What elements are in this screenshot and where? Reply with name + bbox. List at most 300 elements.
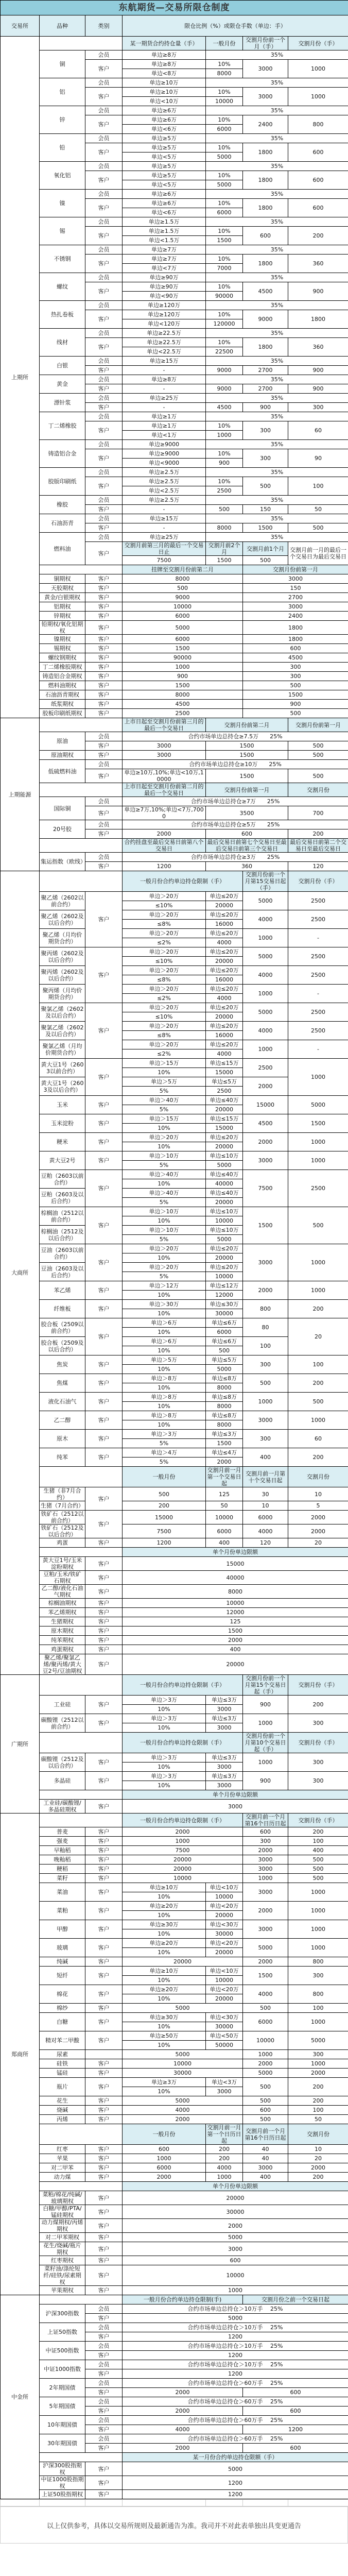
table-cell: 客户: [85, 1393, 123, 1411]
column-header: 一般月份: [123, 2124, 206, 2145]
table-cell: 黄大豆2号: [40, 1151, 85, 1170]
table-row: [1, 2416, 348, 2425]
table-cell: 4000: [243, 1022, 288, 1040]
table-cell: 35%: [206, 106, 348, 115]
table-cell: 豆油（2603及以后合约）: [40, 1263, 85, 1281]
table-cell: 5000: [243, 1939, 288, 1957]
table-cell: 豆粕/玉米/铁矿石期权: [40, 1571, 85, 1585]
table-row: [1, 1626, 348, 1636]
table-row: [1, 1753, 348, 1762]
table-cell: 锌期权: [40, 612, 85, 621]
table-cell: 360: [288, 255, 348, 273]
table-cell: 客户: [85, 2476, 123, 2490]
table-cell: 10%: [123, 1948, 206, 1957]
table-cell: 5年期国债: [40, 2397, 85, 2416]
table-cell: 单边≥15万: [123, 514, 206, 523]
table-cell: 20000: [206, 1198, 243, 1207]
table-cell: 1200: [123, 2351, 348, 2360]
table-cell: 单边≤15万: [206, 1059, 243, 1068]
table-cell: 22500: [206, 347, 243, 357]
table-cell: 单边≥15万: [123, 357, 206, 366]
table-cell: [40, 1548, 123, 1557]
table-cell: 石油沥青: [40, 514, 85, 533]
table-cell: 1800: [243, 635, 348, 644]
table-cell: 客户: [85, 1374, 123, 1393]
table-cell: 单边≥5万: [123, 171, 206, 180]
table-cell: ≤2%: [123, 994, 206, 1003]
table-cell: 棕榈油（2512及以后合约）: [40, 1226, 85, 1244]
table-cell: 会员: [85, 273, 123, 282]
table-row: [1, 1022, 348, 1031]
table-cell: 1200: [123, 862, 206, 871]
table-cell: 20: [288, 1538, 348, 1548]
table-row: [1, 732, 348, 741]
table-cell: 4000: [123, 2425, 243, 2434]
table-cell: 35%: [206, 357, 348, 366]
table-cell: 客户: [85, 1003, 123, 1059]
table-cell: 500: [288, 741, 348, 751]
table-row: [1, 690, 348, 700]
table-cell: 1000: [123, 2154, 206, 2163]
table-cell: 900: [243, 1696, 288, 1714]
table-cell: 1500: [123, 1626, 348, 1636]
table-cell: 10%: [206, 338, 243, 347]
table-cell: 单边≤15万: [206, 1114, 243, 1124]
column-header: 交割月份前一个月（手）: [243, 37, 288, 50]
table-cell: 1500: [123, 644, 243, 653]
table-cell: 800: [243, 1300, 288, 1318]
table-cell: -: [288, 1040, 348, 1059]
table-cell: 单边≥7万: [123, 245, 206, 255]
table-cell: 客户: [85, 2219, 123, 2233]
table-cell: 合约市场单边总持仓≥10万 25%: [123, 760, 348, 769]
table-cell: 单边≤20万: [206, 966, 243, 975]
table-cell: 10%: [123, 1179, 206, 1189]
table-cell: 400: [123, 1645, 348, 1654]
table-cell: 单边<20万: [206, 1902, 243, 1911]
table-cell: 4000: [243, 1985, 288, 2004]
table-cell: 单边<10万: [123, 97, 206, 106]
table-cell: 单边≥10万: [123, 88, 206, 97]
table-cell: 单边＞20万: [123, 1263, 206, 1272]
table-cell: 客户: [85, 2145, 123, 2154]
table-cell: 会员: [85, 2416, 123, 2425]
column-header: 上市日起至交割月份前第二月的最后一个交易日: [123, 783, 206, 797]
table-cell: 2000: [123, 1827, 243, 1837]
table-cell: 2000: [123, 829, 206, 839]
table-cell: 6000: [206, 1524, 243, 1538]
table-cell: 600: [243, 2444, 348, 2453]
table-cell: 2500: [206, 486, 243, 496]
table-cell: 早籼稻: [40, 1846, 85, 1855]
table-cell: 35%: [206, 329, 348, 338]
table-row: [1, 2106, 348, 2115]
table-cell: 单边≤5万: [206, 1077, 243, 1087]
table-cell: 2500: [123, 709, 243, 718]
table-cell: 500: [243, 2096, 288, 2106]
table-cell: 10%: [123, 1892, 206, 1902]
table-cell: 1800: [243, 143, 288, 162]
table-cell: 900: [206, 459, 243, 468]
table-cell: ≤8%: [123, 1031, 206, 1040]
table-row: [1, 1411, 348, 1420]
table-cell: 合约市场单边总持仓≥7万 25%: [123, 797, 348, 806]
table-cell: 胶合板（2509以前合约）: [40, 1318, 85, 1337]
table-cell: 10%: [123, 1976, 206, 1985]
column-header: 单个月份单边限额: [123, 2182, 348, 2191]
table-cell: 单边≤4万: [206, 1448, 243, 1458]
table-cell: 单边≥1.5万: [123, 227, 206, 236]
table-cell: 线材: [40, 329, 85, 357]
table-cell: 3000: [243, 2163, 288, 2173]
table-cell: 1200: [123, 2490, 348, 2499]
table-cell: 苯乙烯: [40, 1281, 85, 1300]
table-cell: 15000: [123, 1511, 206, 1524]
table-cell: 10%: [123, 1291, 206, 1300]
table-cell: 客户: [85, 1114, 123, 1133]
table-row: [1, 1114, 348, 1124]
table-cell: 1000: [288, 1133, 348, 1151]
table-row: [1, 468, 348, 477]
table-cell: 强麦: [40, 1837, 85, 1846]
table-cell: 螺纹: [40, 273, 85, 301]
table-cell: 客户: [85, 751, 123, 760]
table-cell: 10000: [206, 1511, 243, 1524]
table-cell: 对二甲苯: [40, 2163, 85, 2173]
table-cell: 锡: [40, 217, 85, 245]
table-cell: 3000: [123, 2242, 348, 2256]
table-cell: 10%: [123, 1929, 206, 1939]
table-cell: 2400: [243, 612, 348, 621]
table-cell: 600: [123, 2256, 348, 2265]
table-cell: 单边≥120万: [123, 301, 206, 310]
table-cell: 200: [288, 1448, 348, 1467]
table-cell: 125: [123, 1617, 348, 1626]
table-cell: 3000: [243, 1855, 288, 1865]
table-cell: 客户: [85, 1837, 123, 1846]
table-cell: 5000: [243, 947, 288, 966]
table-cell: 5000: [123, 2096, 243, 2106]
table-cell: 20: [288, 2154, 348, 2163]
table-cell: 红枣期权: [40, 2256, 85, 2265]
table-cell: 100: [288, 2004, 348, 2013]
table-cell: 2000: [243, 1133, 288, 1151]
table-row: [1, 1636, 348, 1645]
table-cell: 丁二烯橡胶期权: [40, 663, 85, 672]
table-cell: 20000: [123, 1865, 243, 1874]
table-cell: 单边<50万: [206, 2031, 243, 2041]
disclaimer-note: 以上仅供参考，具体以交易所规则及最新通告为准。我司并不对此表单独出具变更通告: [0, 2506, 348, 2544]
table-cell: 600: [243, 2388, 348, 2397]
table-cell: [40, 2295, 123, 2304]
table-cell: 客户: [85, 1874, 123, 1883]
table-cell: 800: [288, 1957, 348, 1967]
table-cell: 2年期国债: [40, 2379, 85, 2397]
table-cell: 客户: [85, 663, 123, 672]
column-header: 交割月前1个月: [243, 542, 288, 556]
table-row: [1, 2205, 348, 2219]
table-cell: 9000: [123, 593, 243, 602]
table-cell: 150: [243, 584, 348, 593]
table-cell: 7000: [206, 264, 243, 273]
table-cell: 胶板印刷纸期权: [40, 709, 85, 718]
table-cell: 20000: [206, 1948, 243, 1957]
table-cell: 30: [243, 1487, 288, 1501]
table-cell: 1000: [288, 1244, 348, 1281]
table-cell: 客户: [85, 700, 123, 709]
table-cell: 3000: [243, 1920, 288, 1939]
table-cell: 客户: [85, 2425, 123, 2434]
table-cell: 10000: [206, 1216, 243, 1226]
table-cell: 5%: [123, 1458, 206, 1467]
column-header-limit: 限仓比例（%）或限仓手数（单边：手）: [123, 15, 348, 37]
table-cell: 豆油（2603以前合约）: [40, 1244, 85, 1263]
table-cell: 客户: [85, 1170, 123, 1207]
table-cell: 2700: [243, 593, 348, 602]
table-row: [1, 947, 348, 957]
column-header: 交割月份（手）: [288, 1733, 348, 1753]
table-cell: 120: [243, 1538, 288, 1548]
table-cell: 30000: [123, 2205, 348, 2219]
table-cell: 单边≤20万: [206, 892, 243, 901]
table-cell: 单边＞12万: [123, 1281, 206, 1291]
table-cell: 会员: [85, 375, 123, 384]
table-cell: 会员: [85, 2304, 123, 2314]
table-cell: 6000: [123, 2163, 206, 2173]
table-cell: -: [123, 384, 206, 394]
table-cell: 客户: [85, 1151, 123, 1170]
table-cell: 1000: [288, 60, 348, 78]
table-row: [1, 2434, 348, 2444]
table-row: [1, 1790, 348, 1800]
table-row: [1, 635, 348, 644]
table-cell: 1000: [243, 985, 288, 1003]
table-cell: 玉米: [40, 1096, 85, 1114]
table-cell: 15000: [243, 1096, 288, 1114]
table-cell: 1000: [243, 1040, 288, 1059]
column-header: 交割月前一月第十个交易日起: [243, 1467, 288, 1487]
table-cell: 6000: [243, 1511, 288, 1524]
table-cell: 单边<5万: [123, 152, 206, 162]
spacer-cell: [243, 2500, 288, 2506]
table-cell: 360: [288, 338, 348, 357]
table-cell: 5000: [288, 1096, 348, 1114]
table-cell: [40, 1467, 123, 1487]
table-cell: 3000: [206, 1762, 243, 1772]
table-cell: 客户: [85, 1571, 123, 1585]
table-row: [1, 853, 348, 862]
table-cell: 单边≥1.5万: [123, 217, 206, 227]
table-row: [1, 1374, 348, 1383]
table-cell: 单边<1.5万: [123, 236, 206, 245]
table-cell: 600: [243, 644, 348, 653]
spacer-cell: [85, 2500, 123, 2506]
table-cell: 2000: [288, 2069, 348, 2078]
table-cell: 单边≥6万: [123, 115, 206, 125]
table-cell: 黄金: [40, 375, 85, 394]
table-row: [1, 839, 348, 853]
table-cell: 2500: [288, 1003, 348, 1022]
table-cell: 会员: [85, 2397, 123, 2406]
table-cell: 客户: [85, 2191, 123, 2205]
table-row: [1, 190, 348, 199]
table-cell: 10%: [123, 2041, 206, 2050]
table-row: [1, 871, 348, 892]
table-cell: [40, 2182, 123, 2191]
table-cell: 单边＞3万: [123, 1753, 206, 1762]
table-cell: 单边≤3万: [206, 1696, 243, 1705]
table-cell: 12000: [123, 1608, 348, 1617]
table-cell: 9000: [206, 366, 243, 375]
table-cell: 9000: [206, 384, 243, 394]
table-cell: 单边≤20万: [206, 1040, 243, 1049]
table-cell: 单边≤8万: [206, 1411, 243, 1420]
table-row: [1, 2182, 348, 2191]
table-cell: 客户: [85, 2286, 123, 2295]
table-cell: 碳酸锂（2512及以后合约）: [40, 1753, 85, 1772]
table-cell: 客户: [85, 1636, 123, 1645]
exchange-name: 郑商所: [1, 1814, 40, 2295]
table-cell: 单边<22.5万: [123, 347, 206, 357]
table-cell: 上证50股指期权: [40, 2490, 85, 2499]
table-cell: 客户: [85, 60, 123, 78]
table-row: [1, 2379, 348, 2388]
table-row: [1, 644, 348, 653]
table-cell: 5000: [206, 1365, 243, 1374]
table-cell: 6000: [123, 635, 243, 644]
table-cell: 客户: [85, 1902, 123, 1920]
table-cell: 4000: [206, 994, 243, 1003]
table-row: [1, 1430, 348, 1439]
table-cell: 2500: [288, 910, 348, 929]
table-cell: 会员: [85, 2360, 123, 2369]
table-cell: 胶合板（2509及以后合约）: [40, 1337, 85, 1355]
table-cell: 客户: [85, 1883, 123, 1902]
table-cell: 中证500指数: [40, 2342, 85, 2360]
table-cell: 会员: [85, 412, 123, 421]
table-cell: 客户: [85, 171, 123, 190]
table-cell: 沪深300指数: [40, 2304, 85, 2323]
table-cell: 单边≥10万,10%;单边<10万,10000: [123, 769, 206, 783]
table-cell: 单边≤20万: [206, 929, 243, 938]
table-cell: 20000: [206, 901, 243, 910]
table-cell: 30000: [123, 2069, 243, 2078]
table-cell: 会员: [85, 394, 123, 403]
table-cell: 单边≥7万,10%;单边<7万,7000: [123, 806, 206, 820]
table-cell: 单边＞20万: [123, 1244, 206, 1253]
table-cell: 5000: [243, 1003, 288, 1022]
table-cell: [40, 1814, 123, 1827]
table-cell: 300: [243, 663, 348, 672]
table-cell: 客户: [85, 449, 123, 468]
table-cell: 红枣: [40, 2145, 85, 2154]
table-cell: [40, 718, 123, 732]
table-row: [1, 1920, 348, 1929]
column-header: 一般月份合约单边持仓限制（手）: [123, 871, 243, 892]
table-cell: 会员: [85, 162, 123, 171]
table-cell: 4000: [206, 938, 243, 947]
table-cell: 2000: [243, 1902, 288, 1920]
table-cell: 90: [288, 449, 348, 468]
table-cell: 单边≤40万: [206, 1096, 243, 1105]
table-cell: 客户: [85, 115, 123, 134]
table-cell: 客户: [85, 2205, 123, 2219]
table-cell: 客户: [85, 612, 123, 621]
table-cell: 1500: [288, 1114, 348, 1133]
table-cell: 丙烯: [40, 2115, 85, 2124]
table-cell: 4500: [243, 653, 348, 663]
table-row: [1, 663, 348, 672]
column-header: 最后交易日前第二个交易日至最后交易日: [288, 839, 348, 853]
table-row: [1, 2004, 348, 2013]
table-row: [1, 1393, 348, 1402]
table-cell: 铝期权: [40, 602, 85, 612]
table-cell: 铅: [40, 134, 85, 162]
table-cell: 纸浆期权: [40, 700, 85, 709]
table-cell: 5%: [123, 1161, 206, 1170]
table-row: [1, 2096, 348, 2106]
table-cell: 4500: [123, 700, 243, 709]
table-cell: 原木期权: [40, 1626, 85, 1636]
table-cell: 客户: [85, 1855, 123, 1865]
table-cell: 1000: [243, 1874, 288, 1883]
table-cell: 氧化铝: [40, 162, 85, 190]
table-row: [1, 2304, 348, 2314]
table-cell: 10%: [123, 1723, 206, 1733]
table-cell: 2000: [243, 1077, 288, 1096]
table-cell: 精对苯二甲酸: [40, 2031, 85, 2050]
table-cell: -: [123, 505, 206, 514]
table-cell: 客户: [85, 2013, 123, 2031]
column-header: 最后交易日前第七个交易日至最后交易日前第三个交易日: [206, 839, 288, 853]
table-row: [1, 496, 348, 505]
table-cell: 短纤: [40, 1967, 85, 1985]
table-cell: [40, 565, 123, 574]
table-cell: 客户: [85, 584, 123, 593]
table-cell: 2000: [123, 2173, 206, 2182]
table-cell: 300: [288, 403, 348, 412]
table-cell: 中证1000指数: [40, 2360, 85, 2379]
table-cell: 单边<8万: [123, 69, 206, 78]
table-cell: 单边≤20万: [206, 1022, 243, 1031]
table-cell: 10: [288, 1487, 348, 1501]
table-cell: 5000: [206, 152, 243, 162]
table-cell: 2500: [288, 1022, 348, 1040]
table-cell: [40, 871, 123, 892]
table-cell: 胶版印刷纸: [40, 468, 85, 496]
table-cell: 3000: [243, 1865, 288, 1874]
table-cell: 原木: [40, 1430, 85, 1448]
table-cell: 客户: [85, 2106, 123, 2115]
table-cell: 单边＞20万: [123, 1003, 206, 1012]
column-header: 一般月份合约单边持仓限制（手）: [123, 1733, 243, 1753]
table-cell: 单边≤20万: [206, 1263, 243, 1272]
table-cell: 10%: [123, 1068, 206, 1077]
table-cell: 液化石油气: [40, 1393, 85, 1411]
table-row: [1, 2078, 348, 2087]
table-row: [1, 1040, 348, 1049]
table-cell: 600: [288, 199, 348, 217]
table-row: [1, 2013, 348, 2022]
table-cell: 16000: [206, 920, 243, 929]
table-cell: 单边≥2.5万: [123, 496, 206, 505]
table-cell: 1000: [288, 2013, 348, 2031]
table-row: [1, 1939, 348, 1948]
table-row: [1, 1827, 348, 1837]
table-cell: 500: [206, 505, 243, 514]
table-cell: 40000: [206, 1179, 243, 1189]
table-row: [1, 2173, 348, 2182]
